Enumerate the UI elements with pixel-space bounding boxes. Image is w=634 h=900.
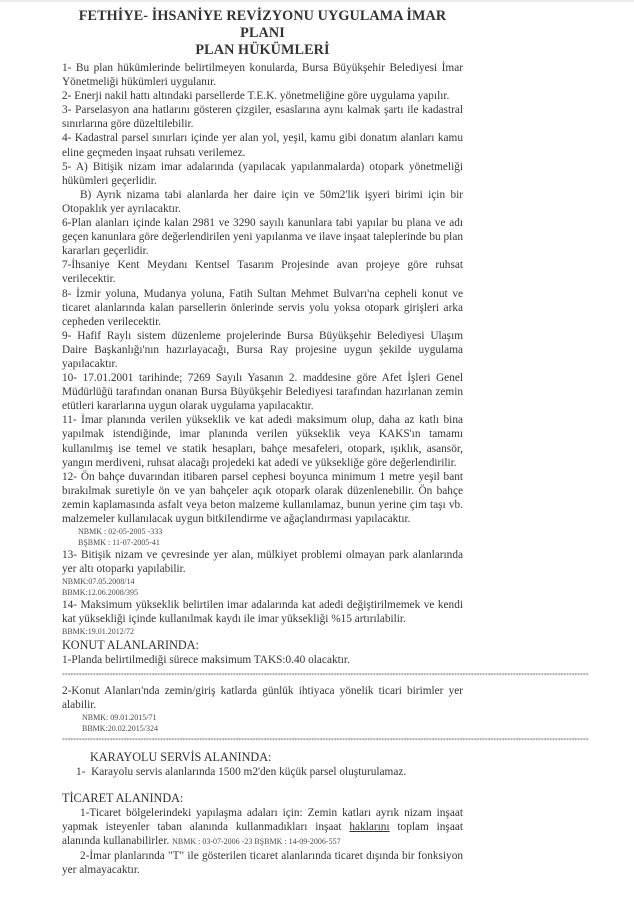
plan-item-5b: B) Ayrık nizama tabi alanlarda her daire için ve 50m2'lik işyeri birimi için bir Otopaklık yer ayrılacaktır. — [62, 188, 463, 215]
plan-item-6: 6-Plan alanları içinde kalan 2981 ve 3290 sayılı kanunlara tabi yapılar bu plana ve adı geçen kanunlara göre değerlendirilen yeni yapılanma ve ilave inşaat taleplerinde bu plan kararları geçerlidir. — [62, 217, 463, 258]
plan-item-11: 11- İmar planında verilen yükseklik ve kat adedi maksimum olup, daha az katlı bina yapılmak istendiğinde, imar planında verilen yükseklik veya KAKS'ın tamamı kullanılmış ise temel ve statik hesapları, bahçe mesafeleri, otopark, ışıklık, asansör, yangın merdiveni, ruhsat alacağı projedeki kat adedi ve yüksekliğe göre değerlendirilir. — [62, 414, 463, 469]
plan-item-2: 2- Enerji nakil hattı altındaki parsellerde T.E.K. yönetmeliğine göre uygulama yapılır. — [62, 90, 450, 103]
konut-item-2-ref-bbmk: BBMK:20.02.2015/324 — [82, 723, 159, 733]
ticaret-heading: TİCARET ALANINDA: — [62, 790, 184, 805]
document-body — [62, 61, 589, 877]
separator-line: ******************************************************************************************************************************************************************************************** — [62, 672, 589, 679]
plan-item-7: 7-İhsaniye Kent Meydanı Kentsel Tasarım Projesinde avan projeye göre ruhsat verilecektir. — [62, 259, 463, 286]
plan-item-8: 8- İzmir yoluna, Mudanya yoluna, Fatih Sultan Mehmet Bulvarı'na cepheli konut ve ticaret alanlarında kalan parsellerin önlerinde servis yolu yoksa otopark girişleri arka cepheden verilecektir. — [62, 287, 463, 328]
document-sheet — [62, 0, 589, 877]
karayolu-item-1 — [62, 765, 463, 779]
ticaret-item-1-text-b: toplam inşaat alanında kullanabilirler. — [62, 820, 463, 848]
plan-item-14: 14- Maksimum yükseklik belirtilen imar adalarında kat adedi değiştirilmemek ve kendi kat yüksekliği içinde kullanılmak kaydı ile imar yüksekliği %15 artırılabilir. — [62, 599, 463, 626]
plan-item-13: 13- Bitişik nizam ve çevresinde yer alan, mülkiyet problemi olmayan park alanlarında yer altı otoparkı yapılabilir. — [62, 549, 463, 576]
ticaret-item-1-underlined: haklarını — [349, 820, 390, 833]
document-subtitle: PLAN HÜKÜMLERİ — [195, 42, 330, 58]
document-header — [62, 8, 463, 59]
karayolu-item-1-number: 1- — [76, 765, 86, 778]
plan-item-10: 10- 17.01.2001 tarihinde; 7269 Sayılı Yasanın 2. maddesine göre Afet İşleri Genel Müdürlüğü tarafından onanan Bursa Büyükşehir Belediyesi tarafından hazırlanan zemin etütleri kararlarına uygun olarak uygulama yapılacaktır. — [62, 372, 463, 413]
konut-item-2-ref-nbmk: NBMK: 09.01.2015/71 — [82, 712, 157, 722]
document-title: FETHİYE- İHSANİYE REVİZYONU UYGULAMA İMAR PLANI — [78, 8, 447, 41]
ticaret-item-1 — [62, 806, 463, 849]
separator-line: ******************************************************************************************************************************************************************************************** — [62, 737, 589, 744]
plan-item-12-ref-bsbmk: BŞBMK : 11-07-2005-41 — [78, 538, 160, 548]
plan-item-13-ref-bbmk: BBMK:12.06.2008/395 — [62, 588, 139, 598]
plan-item-3: 3- Parselasyon ana hatlarını gösteren çizgiler, esaslarına aynı kalmak şartı ile kadastral sınırlarına göre düzeltilebilir. — [62, 104, 463, 131]
plan-item-5a: 5- A) Bitişik nizam imar adalarında (yapılacak yapılanmalarda) otopark yönetmeliği hükümleri geçerlidir. — [62, 160, 463, 187]
konut-item-1: 1-Planda belirtilmediği sürece maksimum TAKS:0.40 olacaktır. — [62, 654, 350, 667]
plan-item-12: 12- Ön bahçe duvarından itibaren parsel cephesi boyunca minimum 1 metre yeşil bant bırakılmak suretiyle ön ve yan bahçeler açık otopark olarak düzenlenebilir. Ön bahçe zemin kaplamasında asfalt veya beton malzeme kullanılamaz, bunun yerine çim taşı vb. malzemeler kullanılacak uygun bitkilendirme ve ağaçlandırması yapılacaktır. — [62, 470, 463, 525]
karayolu-item-1-text: Karayolu servis alanlarında 1500 m2'den küçük parsel oluşturulamaz. — [91, 765, 407, 778]
karayolu-heading: KARAYOLU SERVİS ALANINDA: — [90, 749, 272, 764]
plan-item-13-ref-nbmk: NBMK:07.05.2008/14 — [62, 577, 135, 587]
ticaret-item-1-ref: NBMK : 03-07-2006 -23 BŞBMK : 14-09-2006-557 — [172, 837, 341, 847]
plan-item-12-ref-nbmk: NBMK : 02-05-2005 -333 — [78, 527, 163, 537]
plan-item-9: 9- Hafif Raylı sistem düzenleme projelerinde Bursa Büyükşehir Belediyesi Ulaşım Daire Başkanlığı'nın hazırlayacağı, Bursa Ray projesine uygun şekilde uygulama yapılacaktır. — [62, 329, 463, 370]
plan-item-1: 1- Bu plan hükümlerinde belirtilmeyen konularda, Bursa Büyükşehir Belediyesi İmar Yönetmeliği hükümleri uygulanır. — [62, 62, 463, 89]
konut-item-2: 2-Konut Alanları'nda zemin/giriş katlarda günlük ihtiyaca yönelik ticari birimler yer alabilir. — [62, 684, 463, 711]
ticaret-item-1-text-a: 1-Ticaret bölgelerindeki yapılaşma adaları için: Zemin katları ayrık nizam inşaat yapmak isteyenler taban alanında kullanmadıkları inşaat — [62, 806, 463, 833]
konut-heading: KONUT ALANLARINDA: — [62, 638, 199, 653]
ticaret-item-2: 2-İmar planlarında "T" ile gösterilen ticaret alanlarında ticaret dışında bir fonksiyon yer almayacaktır. — [62, 850, 463, 877]
plan-item-14-ref-bbmk: BBMK:19.01.2012/72 — [62, 627, 135, 637]
plan-item-4: 4- Kadastral parsel sınırları içinde yer alan yol, yeşil, kamu gibi donatım alanları kamu eline geçmeden inşaat ruhsatı verilemez. — [62, 132, 463, 159]
